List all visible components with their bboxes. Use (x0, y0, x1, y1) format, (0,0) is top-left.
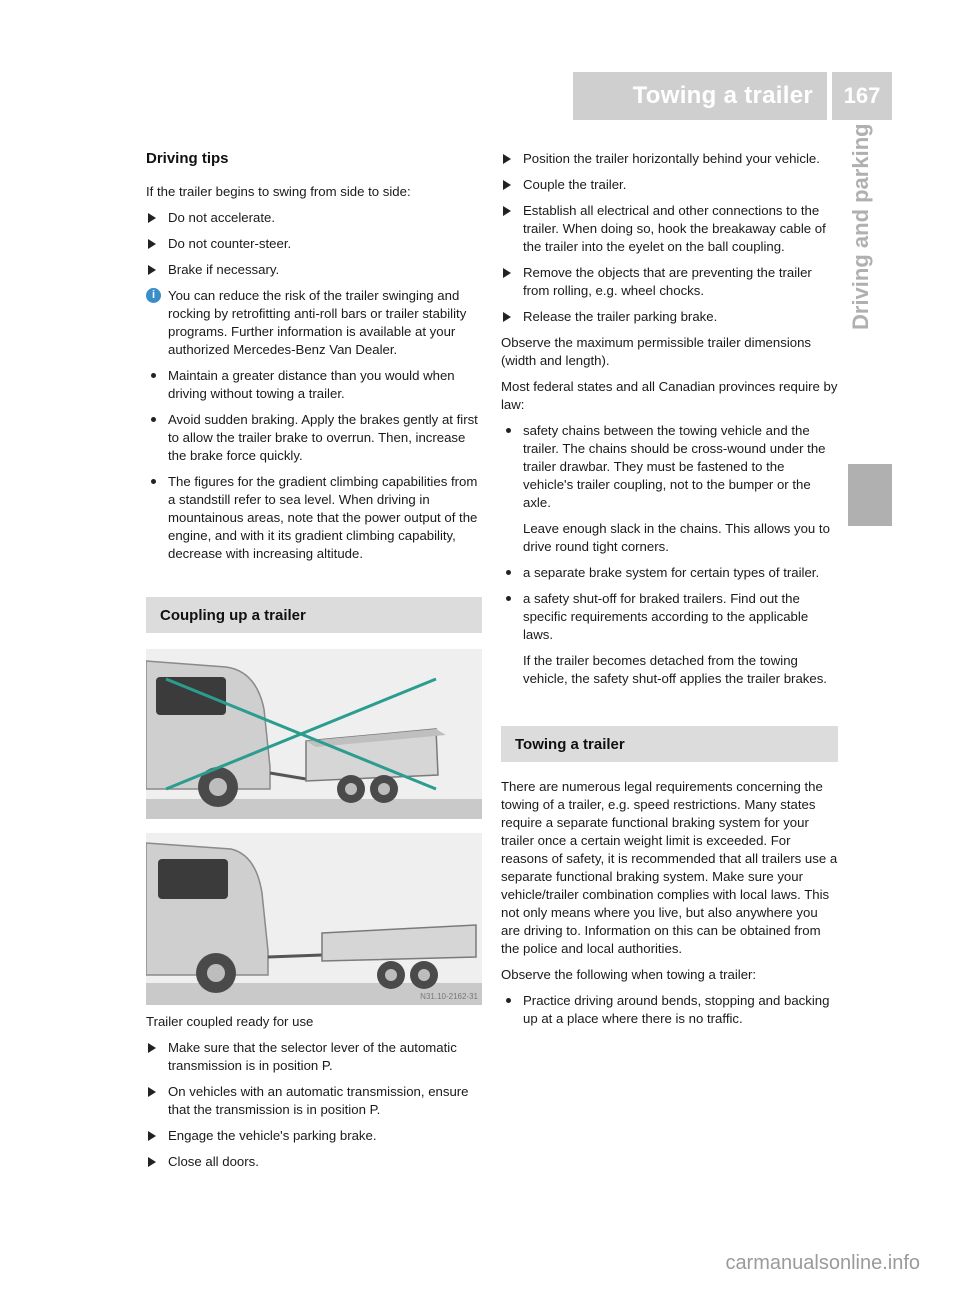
law-bullet (501, 422, 838, 512)
bullet-text: a safety shut-off for braked trailers. Find out the specific requirements according to the applicable laws. (523, 591, 809, 642)
bullet-dot-icon (506, 998, 511, 1003)
bullet-text: safety chains between the towing vehicle and the trailer. The chains should be cross-wound under the trailer drawbar. They must be fastened to the vehicle's trailer coupling, not to the bumper or the axle. (523, 423, 826, 510)
step-text: Engage the vehicle's parking brake. (168, 1128, 377, 1143)
coupling-figure (146, 649, 482, 1005)
step-text: On vehicles with an automatic transmission, ensure that the transmission is in position P. (168, 1084, 469, 1117)
coupling-step (146, 1127, 482, 1145)
tip-bullet (146, 411, 482, 465)
info-note (146, 287, 482, 359)
step-arrow-icon (148, 239, 156, 249)
step-text: Brake if necessary. (168, 262, 280, 277)
position-step (501, 264, 838, 300)
position-step (501, 150, 838, 168)
step-text: Do not accelerate. (168, 210, 276, 225)
law-bullet (501, 564, 838, 582)
position-step (501, 308, 838, 326)
right-column (501, 150, 838, 1036)
practice-bullet (501, 992, 838, 1028)
bullet-dot-icon (151, 373, 156, 378)
header-title-box (573, 72, 827, 120)
side-tab-marker (848, 464, 892, 526)
incorrect-coupling-illustration (146, 649, 482, 819)
correct-coupling-illustration (146, 833, 482, 1005)
step-text: Position the trailer horizontally behind your vehicle. (523, 151, 820, 166)
swing-step (146, 235, 482, 253)
detach-text: If the trailer becomes detached from the towing vehicle, the safety shut-off applies the trailer brakes. (523, 653, 827, 686)
note-text: You can reduce the risk of the trailer swinging and rocking by retrofitting anti-roll bars or trailer stability programs. Further information is available at your authorized Mercedes-Benz Van Dealer. (168, 288, 467, 357)
position-step (501, 176, 838, 194)
observe-dimensions: Observe the maximum permissible trailer dimensions (width and length). (501, 335, 812, 368)
side-tab-label: Driving and parking (848, 123, 873, 330)
bullet-dot-icon (506, 596, 511, 601)
coupling-step (146, 1083, 482, 1119)
step-text: Release the trailer parking brake. (523, 309, 718, 324)
towing-heading: Towing a trailer (501, 726, 838, 762)
step-text: Remove the objects that are preventing the trailer from rolling, e.g. wheel chocks. (523, 265, 812, 298)
position-step (501, 202, 838, 256)
tip-bullet (146, 367, 482, 403)
page-number: 167 (843, 83, 881, 108)
step-arrow-icon (503, 154, 511, 164)
law-bullet (501, 590, 838, 644)
step-arrow-icon (148, 1131, 156, 1141)
coupling-heading: Coupling up a trailer (146, 597, 482, 633)
step-text: Do not counter-steer. (168, 236, 292, 251)
step-arrow-icon (148, 265, 156, 275)
step-text: Establish all electrical and other connections to the trailer. When doing so, hook the breakaway cable of the trailer into the eyelet on the ball coupling. (523, 203, 826, 254)
header-section-title: Towing a trailer (632, 82, 813, 109)
figure-panel-incorrect (146, 649, 482, 819)
bullet-text: Maintain a greater distance than you would when driving without towing a trailer. (168, 368, 455, 401)
towing-paragraph: There are numerous legal requirements concerning the towing of a trailer, e.g. speed restrictions. Many states require a separate functional braking system for your trailer once a certain weight limit is exceeded. For reasons of safety, it is recommended that all trailers use a separate functional braking system. Make sure your vehicle/trailer combination complies with local laws. This not only means where you live, but also anywhere you are driving to. Information on this can be obtained from the police and local authorities. (501, 779, 838, 956)
bullet-text: Avoid sudden braking. Apply the brakes gently at first to allow the trailer brake to overrun. Then, increase the brake force quickly. (168, 412, 478, 463)
step-text: Make sure that the selector lever of the automatic transmission is in position P. (168, 1040, 457, 1073)
step-arrow-icon (503, 180, 511, 190)
figure-panel-correct (146, 833, 482, 1003)
bullet-text: Practice driving around bends, stopping and backing up at a place where there is no traffic. (523, 993, 830, 1026)
slack-text: Leave enough slack in the chains. This allows you to drive round tight corners. (523, 521, 830, 554)
step-arrow-icon (503, 206, 511, 216)
step-text: Close all doors. (168, 1154, 259, 1169)
step-arrow-icon (148, 1157, 156, 1167)
info-icon: i (146, 288, 161, 303)
federal-intro: Most federal states and all Canadian provinces require by law: (501, 379, 838, 412)
bullet-dot-icon (506, 428, 511, 433)
bullet-dot-icon (151, 417, 156, 422)
step-arrow-icon (503, 312, 511, 322)
step-arrow-icon (503, 268, 511, 278)
observe-following: Observe the following when towing a trailer: (501, 967, 757, 982)
figure-code: N31.10-2162-31 (420, 992, 478, 1001)
bullet-text: The figures for the gradient climbing capabilities from a standstill refer to sea level. When driving in mountainous areas, note that the power output of the engine, and with it its gradient climbing capability, decrease with increasing altitude. (168, 474, 478, 561)
step-arrow-icon (148, 213, 156, 223)
swing-step (146, 209, 482, 227)
swing-intro: If the trailer begins to swing from side to side: (146, 184, 411, 199)
footer-watermark: carmanualsonline.info (725, 1252, 920, 1274)
step-arrow-icon (148, 1043, 156, 1053)
figure-caption: Trailer coupled ready for use (146, 1014, 314, 1029)
coupling-step (146, 1039, 482, 1075)
bullet-dot-icon (151, 479, 156, 484)
swing-step (146, 261, 482, 279)
bullet-dot-icon (506, 570, 511, 575)
bullet-text: a separate brake system for certain types of trailer. (523, 565, 820, 580)
coupling-step (146, 1153, 482, 1171)
step-text: Couple the trailer. (523, 177, 627, 192)
driving-tips-heading: Driving tips (146, 150, 229, 167)
step-arrow-icon (148, 1087, 156, 1097)
tip-bullet (146, 473, 482, 563)
left-column (146, 150, 482, 1179)
